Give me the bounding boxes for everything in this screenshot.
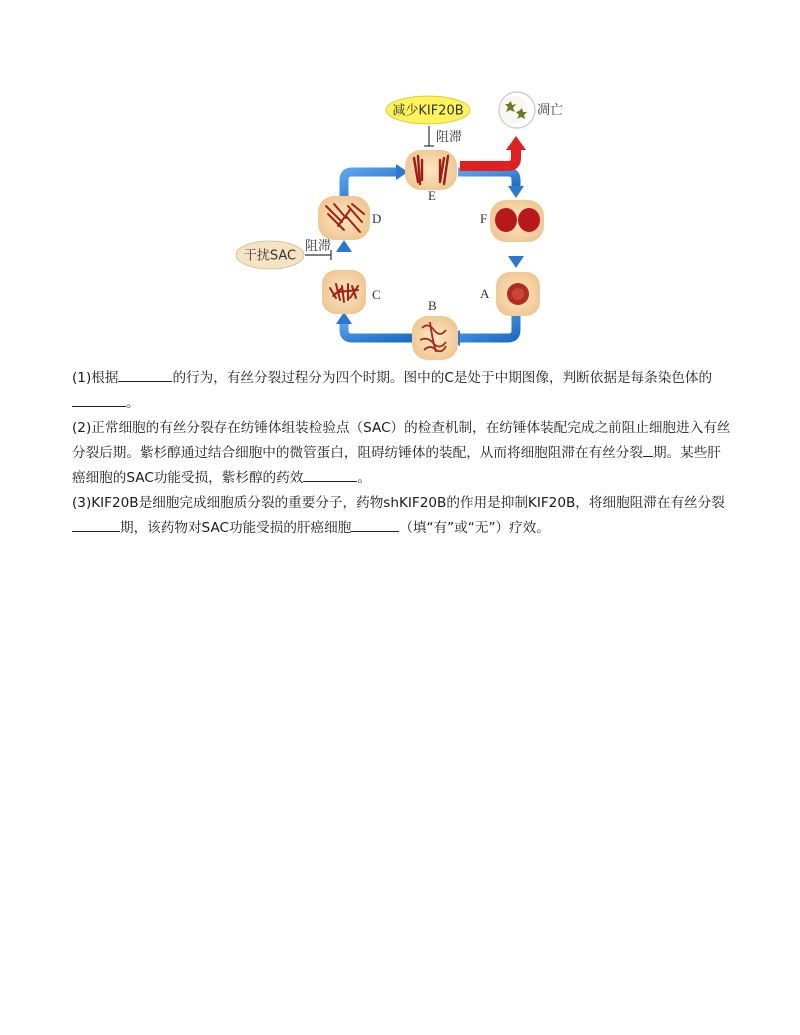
- reduce-kif20b-badge: [386, 96, 470, 124]
- cell-a: [496, 272, 540, 316]
- q3-blank-1[interactable]: [72, 517, 120, 532]
- cell-f: [490, 200, 544, 242]
- q2-text-a: (2)正常细胞的有丝分裂存在纺锤体组装检验点（SAC）的检查机制，在纺锤体装配完成之前阻止细胞进入有丝分裂后期。紫杉醇通过结合细胞中的微管蛋白，阻碍纺锤体的装配，从而将细胞阻滞在有丝分裂: [72, 420, 731, 461]
- stage-label-e: E: [428, 188, 436, 203]
- stage-label-b: B: [428, 298, 437, 313]
- stage-label-a: A: [480, 286, 490, 301]
- arrow-a-to-b: [460, 314, 516, 338]
- stage-label-c: C: [372, 287, 381, 302]
- arrow-d-to-e: [344, 172, 396, 196]
- arrow-b-to-c: [344, 324, 412, 338]
- q1-text-c: 。: [126, 395, 140, 411]
- q2-text-c: 。: [357, 470, 371, 486]
- q3-blank-2[interactable]: [351, 517, 399, 532]
- apoptosis-arrow: [460, 136, 526, 166]
- apoptosis-label: 凋亡: [537, 103, 564, 118]
- reduce-kif20b-text: 减少KIF20B: [392, 103, 464, 119]
- q2-blank-2[interactable]: [303, 467, 357, 482]
- question-3: [72, 491, 732, 541]
- q1-text-b: 的行为，有丝分裂过程分为四个时期。图中的C是处于中期图像，判断依据是每条染色体的: [172, 370, 713, 386]
- block-label-top: 阻滞: [436, 130, 463, 145]
- q1-blank-2[interactable]: [72, 392, 126, 407]
- question-2: [72, 416, 732, 491]
- question-1: [72, 366, 732, 416]
- question-list: [72, 366, 732, 541]
- cell-cycle-diagram: [0, 0, 800, 360]
- cell-b: [412, 316, 458, 360]
- cell-d: [318, 196, 370, 240]
- arrow-e-to-f: [458, 172, 516, 186]
- apoptotic-cell: [499, 92, 535, 128]
- q3-text-c: （填“有”或“无”）疗效。: [399, 520, 550, 536]
- q1-blank-1[interactable]: [118, 367, 172, 382]
- q2-blank-1[interactable]: [643, 442, 653, 457]
- block-label-left: 阻滞: [305, 239, 332, 254]
- cell-c: [322, 270, 366, 314]
- q2-text-b: 期。某些肝癌细胞的SAC功能受损，紫杉醇的药效: [72, 445, 721, 486]
- q3-text-a: (3)KIF20B是细胞完成细胞质分裂的重要分子，药物shKIF20B的作用是抑制KIF20B，将细胞阻滞在有丝分裂: [72, 495, 725, 511]
- cell-e: [405, 150, 457, 190]
- interfere-sac-text: 干扰SAC: [243, 248, 297, 264]
- q3-text-b: 期，该药物对SAC功能受损的肝癌细胞: [120, 520, 352, 536]
- stage-label-f: F: [480, 211, 488, 226]
- q1-text-a: (1)根据: [72, 370, 119, 386]
- interfere-sac-badge: [236, 241, 304, 269]
- block-marker-top: [424, 126, 434, 146]
- stage-label-d: D: [372, 211, 382, 226]
